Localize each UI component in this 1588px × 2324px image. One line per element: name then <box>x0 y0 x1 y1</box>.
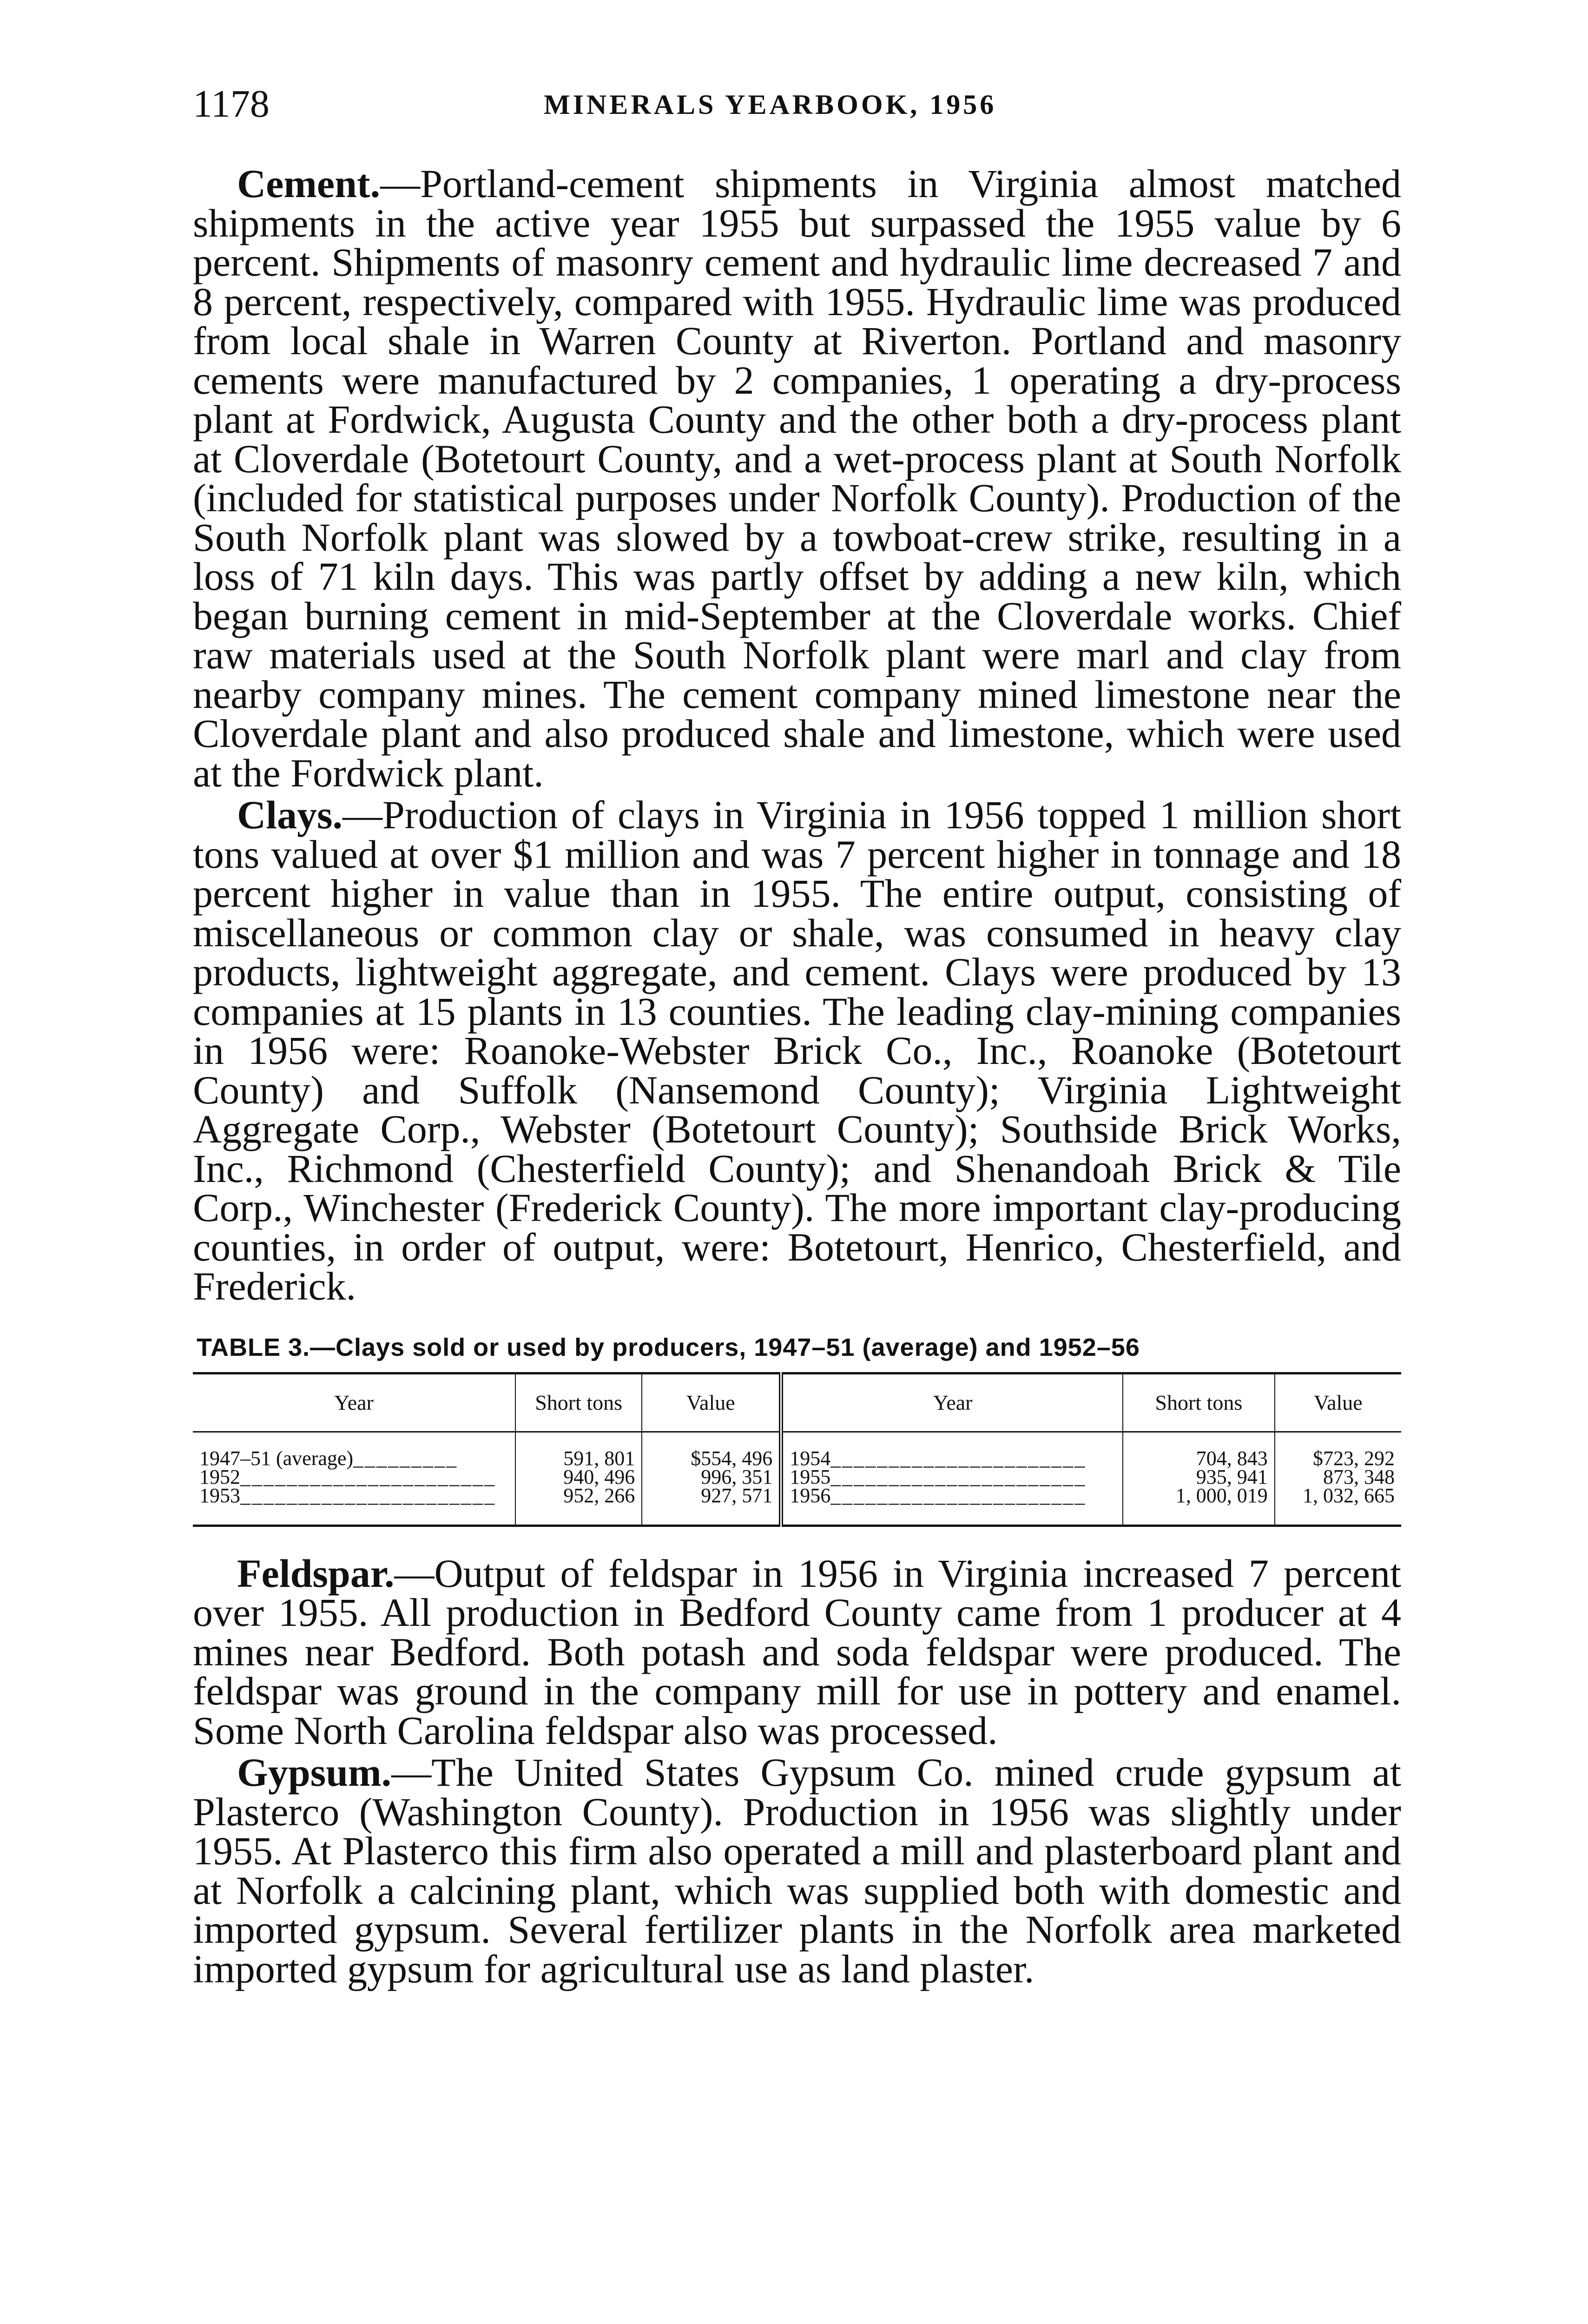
table-row <box>193 1468 1401 1486</box>
table-header-row <box>193 1373 1401 1432</box>
value-cell: $723, 292 <box>1275 1432 1401 1468</box>
year-cell: 1947–51 (average)_________ <box>199 1446 458 1470</box>
year-cell: 1954______________________ <box>781 1432 1123 1468</box>
short-tons-cell: 704, 843 <box>1123 1432 1275 1468</box>
section-gypsum <box>193 1750 1401 1991</box>
section-cement <box>193 161 1401 795</box>
clays-table <box>193 1372 1401 1527</box>
col-header-short-tons: Short tons <box>515 1373 642 1432</box>
value-cell: 996, 351 <box>642 1468 781 1486</box>
short-tons-cell: 591, 801 <box>515 1432 642 1468</box>
running-head <box>193 81 1401 132</box>
section-clays-heading: Clays. <box>237 792 343 837</box>
section-feldspar <box>193 1551 1401 1753</box>
col-header-value: Value <box>642 1373 781 1432</box>
col-header-short-tons: Short tons <box>1123 1373 1275 1432</box>
col-header-value: Value <box>1275 1373 1401 1432</box>
section-clays <box>193 792 1401 1308</box>
table-caption: TABLE 3.—Clays sold or used by producers, 1947–51 (average) and 1952–56 <box>197 1333 1140 1361</box>
table-row <box>193 1432 1401 1468</box>
year-cell: 1952______________________ <box>199 1465 496 1488</box>
table-3 <box>193 1333 1401 1527</box>
value-cell: $554, 496 <box>642 1432 781 1468</box>
short-tons-cell: 940, 496 <box>515 1468 642 1486</box>
col-header-year: Year <box>193 1373 515 1432</box>
section-feldspar-text: —Output of feldspar in 1956 in Virginia increased 7 percent over 1955. All production in Bedford County came from 1 producer at 4 mines near Bedford. Both potash and soda feldspar were produced. The feldspar was ground in the company mill for use in pottery and enamel. Some North Carolina feldspar also was processed. <box>193 1551 1401 1753</box>
value-cell: 927, 571 <box>642 1486 781 1526</box>
page-number: 1178 <box>193 82 270 125</box>
value-cell: 873, 348 <box>1275 1468 1401 1486</box>
table-row <box>193 1486 1401 1526</box>
year-cell: 1956______________________ <box>781 1486 1123 1526</box>
year-cell: 1953______________________ <box>199 1484 496 1507</box>
page <box>193 81 1401 1991</box>
col-header-year: Year <box>781 1373 1123 1432</box>
section-feldspar-heading: Feldspar. <box>237 1551 395 1596</box>
value-cell: 1, 032, 665 <box>1275 1486 1401 1526</box>
section-gypsum-heading: Gypsum. <box>237 1750 392 1795</box>
page-header-title: MINERALS YEARBOOK, 1956 <box>544 89 997 120</box>
short-tons-cell: 935, 941 <box>1123 1468 1275 1486</box>
year-cell: 1955______________________ <box>781 1468 1123 1486</box>
section-clays-text: —Production of clays in Virginia in 1956 topped 1 million short tons valued at over $1 million and was 7 percent higher in tonnage and 18 percent higher in value than in 1955. The entire output, consisting of miscellaneous or common clay or shale, was consumed in heavy clay products, lightweight aggregate, and cement. Clays were produced by 13 companies at 15 plants in 13 counties. The leading clay-mining companies in 1956 were: Roanoke-Webster Brick Co., Inc., Roanoke (Botetourt County) and Suffolk (Nansemond County); Virginia Lightweight Aggregate Corp., Webster (Botetourt County); Southside Brick Works, Inc., Richmond (Chesterfield County); and Shenandoah Brick & Tile Corp., Winchester (Frederick County). The more important clay-producing counties, in order of output, were: Botetourt, Henrico, Chesterfield, and Frederick. <box>193 792 1401 1308</box>
section-cement-heading: Cement. <box>237 161 381 206</box>
section-gypsum-text: —The United States Gypsum Co. mined crude gypsum at Plasterco (Washington County). Production in 1956 was slightly under 1955. At Plasterco this firm also operated a mill and plasterboard plant and at Norfolk a calcining plant, which was supplied both with domestic and imported gypsum. Several fertilizer plants in the Norfolk area marketed imported gypsum for agricultural use as land plaster. <box>193 1750 1401 1991</box>
short-tons-cell: 1, 000, 019 <box>1123 1486 1275 1526</box>
section-cement-text: —Portland-cement shipments in Virginia almost matched shipments in the active year 1955 but surpassed the 1955 value by 6 percent. Shipments of masonry cement and hydraulic lime decreased 7 and 8 percent, respectively, compared with 1955. Hydraulic lime was produced from local shale in Warren County at Riverton. Portland and masonry cements were manufactured by 2 companies, 1 operating a dry-process plant at Fordwick, Augusta County and the other both a dry-process plant at Cloverdale (Botetourt County, and a wet-process plant at South Norfolk (included for statistical purposes under Norfolk County). Production of the South Norfolk plant was slowed by a towboat-crew strike, resulting in a loss of 71 kiln days. This was partly offset by adding a new kiln, which began burning cement in mid-September at the Cloverdale works. Chief raw materials used at the South Norfolk plant were marl and clay from nearby company mines. The cement company mined limestone near the Cloverdale plant and also produced shale and limestone, which were used at the Fordwick plant. <box>193 161 1401 795</box>
short-tons-cell: 952, 266 <box>515 1486 642 1526</box>
